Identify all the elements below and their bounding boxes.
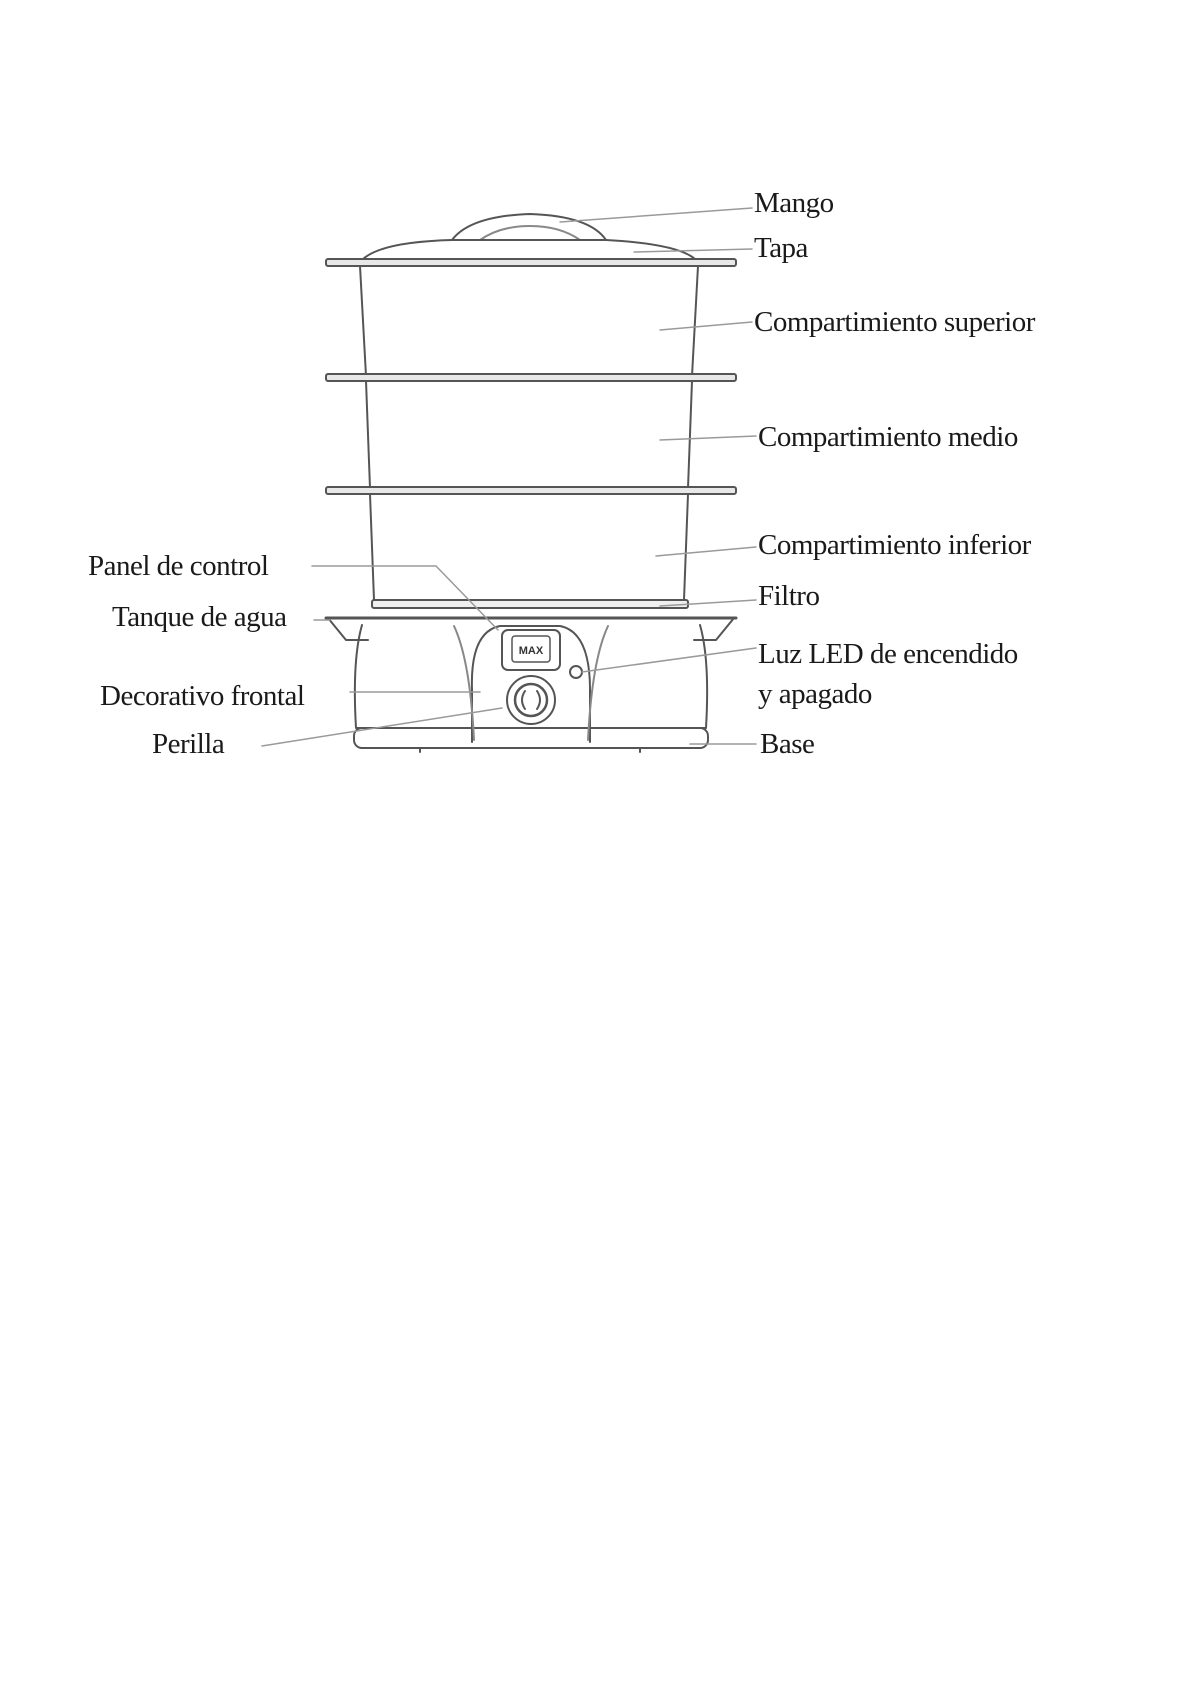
label-compartimiento-superior: Compartimiento superior: [754, 306, 1035, 338]
leader-inferior: [656, 547, 756, 556]
label-base: Base: [760, 728, 815, 760]
label-panel-de-control: Panel de control: [88, 550, 269, 582]
label-compartimiento-medio: Compartimiento medio: [758, 421, 1018, 453]
right-handle: [694, 618, 734, 640]
leader-led: [582, 648, 756, 672]
knob-grip: [522, 691, 540, 709]
label-tanque-de-agua: Tanque de agua: [112, 601, 287, 633]
leader-panel: [312, 566, 498, 630]
label-decorativo-frontal: Decorativo frontal: [100, 680, 305, 712]
middle-rim: [326, 487, 736, 494]
label-filtro: Filtro: [758, 580, 820, 612]
knob-inner: [515, 684, 547, 716]
base-foot: [354, 728, 708, 748]
lid-handle-inner: [480, 226, 580, 240]
label-mango: Mango: [754, 187, 834, 219]
left-handle: [328, 618, 368, 640]
upper-compartment: [360, 266, 698, 376]
upper-rim: [326, 374, 736, 381]
filter: [372, 600, 688, 608]
led-light: [570, 666, 582, 678]
label-luz-led: [758, 634, 1018, 714]
label-luz-led-line2: y apagado: [758, 678, 872, 710]
label-tapa: Tapa: [754, 232, 808, 264]
max-display-text: MAX: [518, 645, 544, 657]
leader-medio: [660, 436, 756, 440]
lid-dome: [362, 240, 696, 260]
lid-rim: [326, 259, 736, 266]
label-luz-led-line1: Luz LED de encendido: [758, 638, 1018, 670]
label-compartimiento-inferior: Compartimiento inferior: [758, 529, 1031, 561]
leader-mango: [560, 208, 752, 222]
leader-tapa: [634, 249, 752, 252]
middle-compartment: [366, 381, 692, 488]
lower-compartment: [370, 494, 688, 600]
label-perilla: Perilla: [152, 728, 225, 760]
leader-superior: [660, 322, 752, 330]
